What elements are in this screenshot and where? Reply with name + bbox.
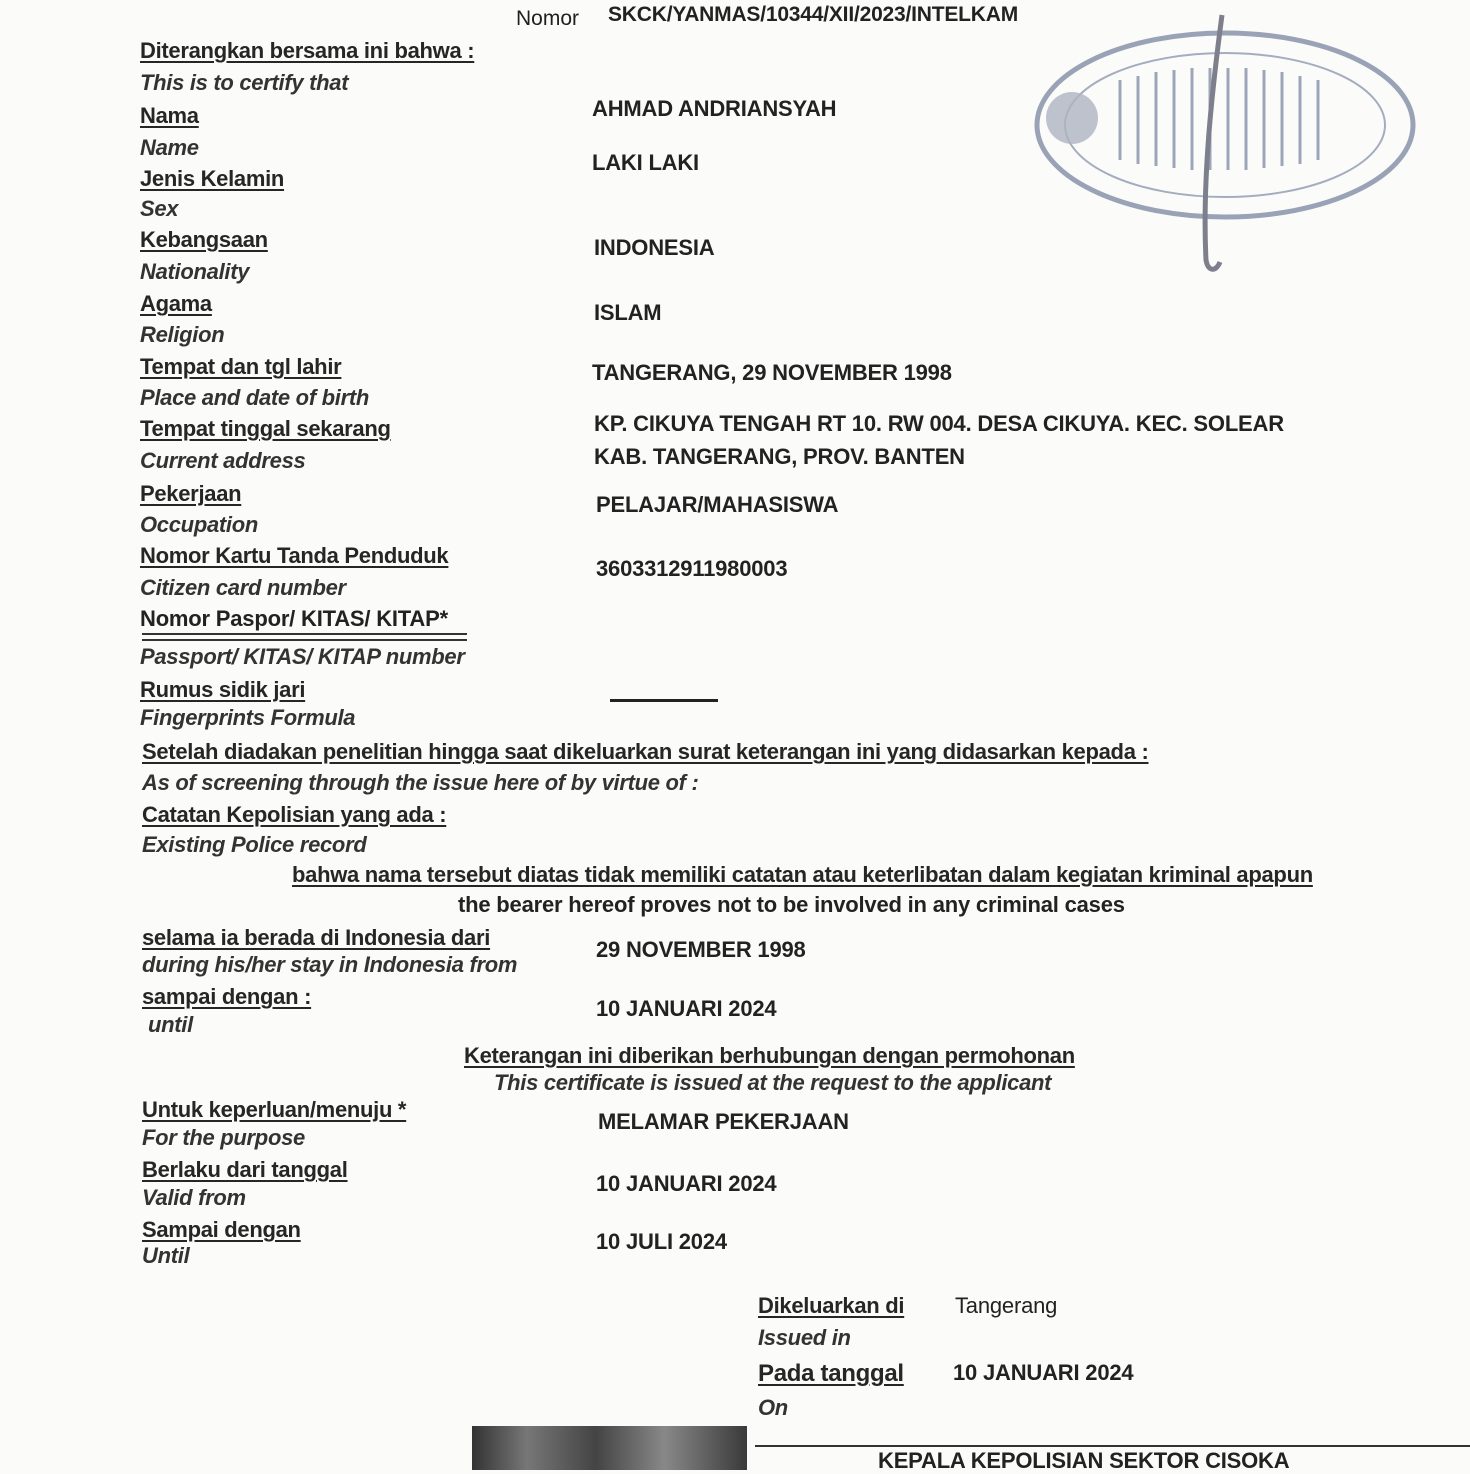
request-id: Keterangan ini diberikan berhubungan dengan permohonan xyxy=(464,1043,1075,1068)
signature-line xyxy=(755,1445,1470,1447)
field-label-en-birth: Place and date of birth xyxy=(140,385,370,410)
screening-en: As of screening through the issue here of by virtue of : xyxy=(142,770,699,795)
stay-until-en: until xyxy=(148,1012,193,1037)
field-label-agama: Agama xyxy=(140,291,212,316)
field-label-en-fingerprints: Fingerprints Formula xyxy=(140,705,356,730)
field-label-en-address: Current address xyxy=(140,448,306,473)
field-label-sidik-jari: Rumus sidik jari xyxy=(140,677,306,702)
field-value-address-line2: KAB. TANGERANG, PROV. BANTEN xyxy=(594,444,965,469)
field-label-passport: Nomor Paspor/ KITAS/ KITAP* xyxy=(140,606,448,631)
valid-from-id: Berlaku dari tanggal xyxy=(142,1157,348,1182)
purpose-en: For the purpose xyxy=(142,1125,305,1150)
stay-from-id: selama ia berada di Indonesia dari xyxy=(142,925,491,950)
stay-until-value: 10 JANUARI 2024 xyxy=(596,996,777,1021)
passport-strike-line-2 xyxy=(142,639,467,641)
valid-from-en: Valid from xyxy=(142,1185,246,1210)
issued-place-value: Tangerang xyxy=(955,1293,1058,1318)
stay-from-en: during his/her stay in Indonesia from xyxy=(142,952,518,977)
field-value-sex: LAKI LAKI xyxy=(592,150,699,175)
field-label-en-citizen-card: Citizen card number xyxy=(140,575,346,600)
issued-place-en: Issued in xyxy=(758,1325,851,1350)
stay-from-value: 29 NOVEMBER 1998 xyxy=(596,937,806,962)
passport-strike-line xyxy=(142,633,467,635)
police-stamp-icon xyxy=(1030,10,1420,280)
valid-until-id: Sampai dengan xyxy=(142,1217,301,1242)
signatory-title: KEPALA KEPOLISIAN SEKTOR CISOKA xyxy=(878,1448,1290,1473)
record-statement-id: bahwa nama tersebut diatas tidak memiliki catatan atau keterlibatan dalam kegiatan kriminal apapun xyxy=(292,862,1313,887)
valid-until-en: Until xyxy=(142,1243,190,1268)
field-label-pekerjaan: Pekerjaan xyxy=(140,481,242,506)
field-value-citizen-card: 3603312911980003 xyxy=(596,556,788,581)
field-label-tempat-tinggal: Tempat tinggal sekarang xyxy=(140,416,391,441)
field-value-name: AHMAD ANDRIANSYAH xyxy=(592,96,837,121)
stay-until-id: sampai dengan : xyxy=(142,984,312,1009)
field-label-en-occupation: Occupation xyxy=(140,512,259,537)
valid-from-value: 10 JANUARI 2024 xyxy=(596,1171,777,1196)
record-en: Existing Police record xyxy=(142,832,367,857)
fingerprint-dash xyxy=(610,699,718,702)
field-label-en-nationality: Nationality xyxy=(140,259,250,284)
field-label-en-religion: Religion xyxy=(140,322,225,347)
applicant-photo xyxy=(472,1426,747,1470)
issued-place-id: Dikeluarkan di xyxy=(758,1293,905,1318)
intro-en: This is to certify that xyxy=(140,70,349,95)
field-label-en-passport: Passport/ KITAS/ KITAP number xyxy=(140,644,465,669)
nomor-value: SKCK/YANMAS/10344/XII/2023/INTELKAM xyxy=(608,3,1019,26)
field-label-nama: Nama xyxy=(140,103,199,128)
field-label-kebangsaan: Kebangsaan xyxy=(140,227,268,252)
purpose-id: Untuk keperluan/menuju * xyxy=(142,1097,407,1122)
field-label-nomor-ktp: Nomor Kartu Tanda Penduduk xyxy=(140,543,449,568)
issued-date-id: Pada tanggal xyxy=(758,1360,904,1387)
field-value-occupation: PELAJAR/MAHASISWA xyxy=(596,492,839,517)
field-label-jenis-kelamin: Jenis Kelamin xyxy=(140,166,285,191)
screening-id: Setelah diadakan penelitian hingga saat dikeluarkan surat keterangan ini yang didasarkan kepada : xyxy=(142,739,1149,764)
field-label-tempat-tgl-lahir: Tempat dan tgl lahir xyxy=(140,354,342,379)
record-id: Catatan Kepolisian yang ada : xyxy=(142,802,447,827)
issued-date-value: 10 JANUARI 2024 xyxy=(953,1360,1134,1385)
field-value-nationality: INDONESIA xyxy=(594,235,715,260)
issued-date-en: On xyxy=(758,1395,788,1420)
field-label-en-sex: Sex xyxy=(140,196,179,221)
field-value-address-line1: KP. CIKUYA TENGAH RT 10. RW 004. DESA CIKUYA. KEC. SOLEAR xyxy=(594,411,1284,436)
field-value-religion: ISLAM xyxy=(594,300,662,325)
valid-until-value: 10 JULI 2024 xyxy=(596,1229,727,1254)
intro-id: Diterangkan bersama ini bahwa : xyxy=(140,38,475,63)
nomor-label: Nomor xyxy=(516,7,580,30)
record-statement-en: the bearer hereof proves not to be involved in any criminal cases xyxy=(458,892,1125,917)
request-en: This certificate is issued at the request to the applicant xyxy=(494,1070,1052,1095)
field-label-en-name: Name xyxy=(140,135,199,160)
purpose-value: MELAMAR PEKERJAAN xyxy=(598,1109,849,1134)
field-value-birth: TANGERANG, 29 NOVEMBER 1998 xyxy=(592,360,952,385)
